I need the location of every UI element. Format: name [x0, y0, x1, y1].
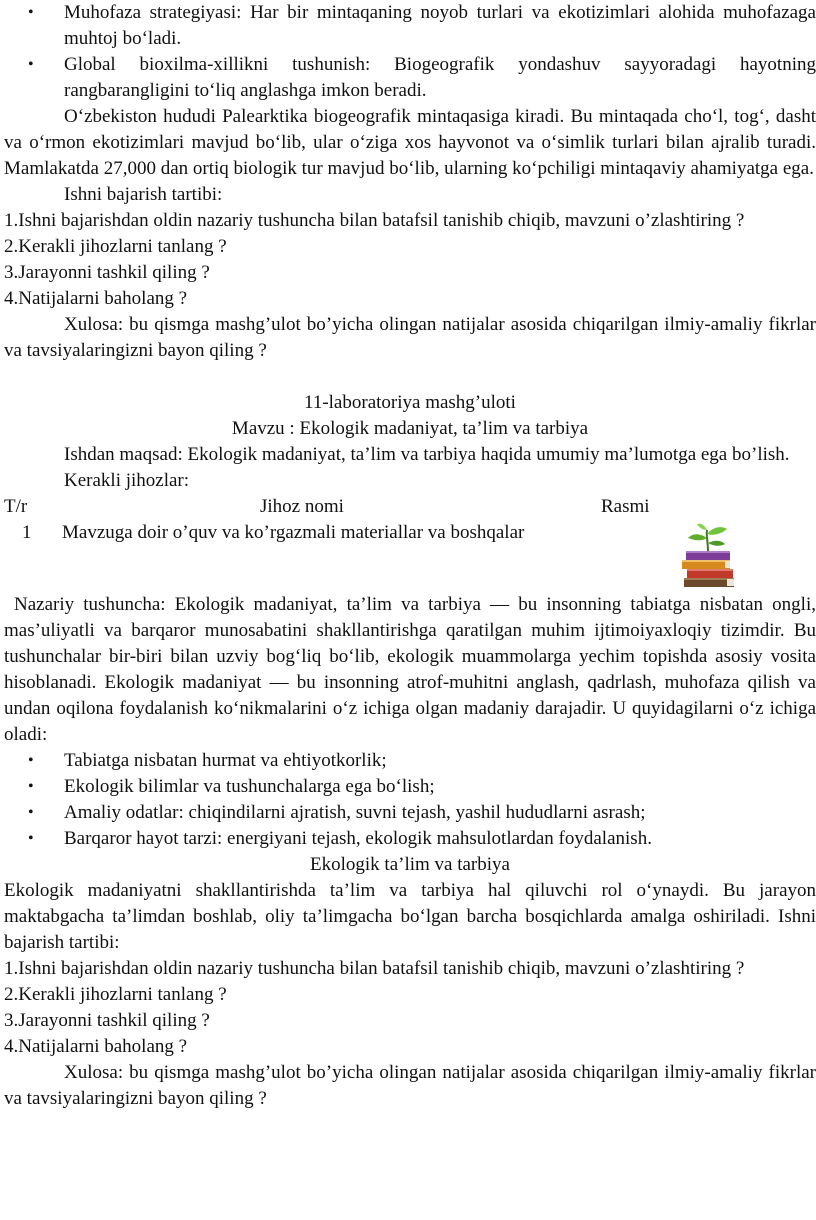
- education-heading: Ekologik ta’lim va tarbiya: [310, 854, 510, 875]
- conclusion-paragraph: Xulosa: bu qismga mashg’ulot bo’yicha olingan natijalar asosida chiqarilgan ilmiy-amaliy fikrlar va tavsiyalaringizni bayon qiling ?: [4, 1062, 816, 1109]
- procedure-step: 2.Kerakli jihozlarni tanlang ?: [4, 236, 227, 257]
- theory-paragraph: Nazariy tushuncha: Ekologik madaniyat, ta’lim va tarbiya — bu insonning tabiatga nisbatan ongli, mas’uliyatli va barqaror munosabatini shakllantirishga qaratilgan muhim ijtimoiyaxloqiy tizimdir. Bu tushunchalar bir-biri bilan uzviy bog‘liq bo‘lib, ekologik muammolarga yechim topishda asosiy vosita hisoblanadi. Ekologik madaniyat — bu insonning atrof-muhitni anglash, qadrlash, muhofaza qilish va undan oqilona foydalanish ko‘nikmalarini o‘z ichiga olgan madaniy darajadir. U quyidagilarni o‘z ichiga oladi:: [4, 594, 816, 745]
- lab-title: 11-laboratoriya mashg’uloti: [304, 392, 516, 413]
- equipment-name: Mavzuga doir o’quv va ko’rgazmali materiallar va boshqalar: [62, 522, 525, 543]
- books-plant-icon: [672, 522, 744, 594]
- column-header-image: Rasmi: [601, 496, 650, 517]
- culture-bullet-list: [4, 748, 816, 852]
- column-header-number: T/r: [4, 496, 28, 517]
- row-number: 1: [22, 522, 32, 543]
- uzbekistan-paragraph: O‘zbekiston hududi Palearktika biogeografik mintaqasiga kiradi. Bu mintaqada cho‘l, tog‘, dasht va o‘rmon ekotizimlari mavjud bo‘lib, ular o‘ziga xos hayvonot va o‘simlik turlari bilan ajralib turadi. Mamlakatda 27,000 dan ortiq biologik tur mavjud bo‘lib, ularning ko‘pchiligi mintaqaviy ahamiyatga ega.: [4, 106, 816, 179]
- equipment-table-header: [4, 494, 816, 520]
- procedure-title: Ishni bajarish tartibi:: [64, 184, 223, 205]
- procedure-step: 3.Jarayonni tashkil qiling ?: [4, 262, 210, 283]
- procedure-step: 3.Jarayonni tashkil qiling ?: [4, 1010, 210, 1031]
- procedure-step: 2.Kerakli jihozlarni tanlang ?: [4, 984, 227, 1005]
- procedure-step: 4.Natijalarni baholang ?: [4, 288, 188, 309]
- bullet-item: • Global bioxilma-xillikni tushunish: Biogeografik yondashuv sayyoradagi hayotning rangbarangligini to‘liq anglashga imkon beradi.: [4, 52, 816, 104]
- lab-goal: Ishdan maqsad: Ekologik madaniyat, ta’lim va tarbiya haqida umumiy ma’lumotga ega bo’lish.: [64, 444, 790, 465]
- bullet-item: • Muhofaza strategiyasi: Har bir mintaqaning noyob turlari va ekotizimlari alohida muhofazaga muhtoj bo‘ladi.: [4, 0, 816, 52]
- procedure-step: 4.Natijalarni baholang ?: [4, 1036, 188, 1057]
- education-paragraph: Ekologik madaniyatni shakllantirishda ta’lim va tarbiya hal qiluvchi rol o‘ynaydi. Bu jarayon maktabgacha ta’limdan boshlab, oliy ta’limgacha bo‘lgan barcha bosqichlarda amalga oshiriladi. Ishni bajarish tartibi:: [4, 880, 816, 953]
- procedure-step: 1.Ishni bajarishdan oldin nazariy tushuncha bilan batafsil tanishib chiqib, mavzuni o’zlashtiring ?: [4, 210, 745, 231]
- equipment-title: Kerakli jihozlar:: [64, 470, 190, 491]
- lab-topic: Mavzu : Ekologik madaniyat, ta’lim va tarbiya: [231, 418, 589, 439]
- column-header-name: Jihoz nomi: [260, 496, 344, 517]
- bullet-item: • Tabiatga nisbatan hurmat va ehtiyotkorlik;: [4, 748, 816, 774]
- bullet-item: • Barqaror hayot tarzi: energiyani tejash, ekologik mahsulotlardan foydalanish.: [4, 826, 816, 852]
- conclusion-paragraph: Xulosa: bu qismga mashg’ulot bo’yicha olingan natijalar asosida chiqarilgan ilmiy-amaliy fikrlar va tavsiyalaringizni bayon qiling ?: [4, 314, 816, 361]
- intro-bullet-list: [4, 0, 816, 104]
- bullet-item: • Ekologik bilimlar va tushunchalarga ega bo‘lish;: [4, 774, 816, 800]
- spacer: [4, 364, 816, 390]
- bullet-item: • Amaliy odatlar: chiqindilarni ajratish, suvni tejash, yashil hududlarni asrash;: [4, 800, 816, 826]
- equipment-table-row: [4, 520, 816, 592]
- procedure-step: 1.Ishni bajarishdan oldin nazariy tushuncha bilan batafsil tanishib chiqib, mavzuni o’zlashtiring ?: [4, 958, 745, 979]
